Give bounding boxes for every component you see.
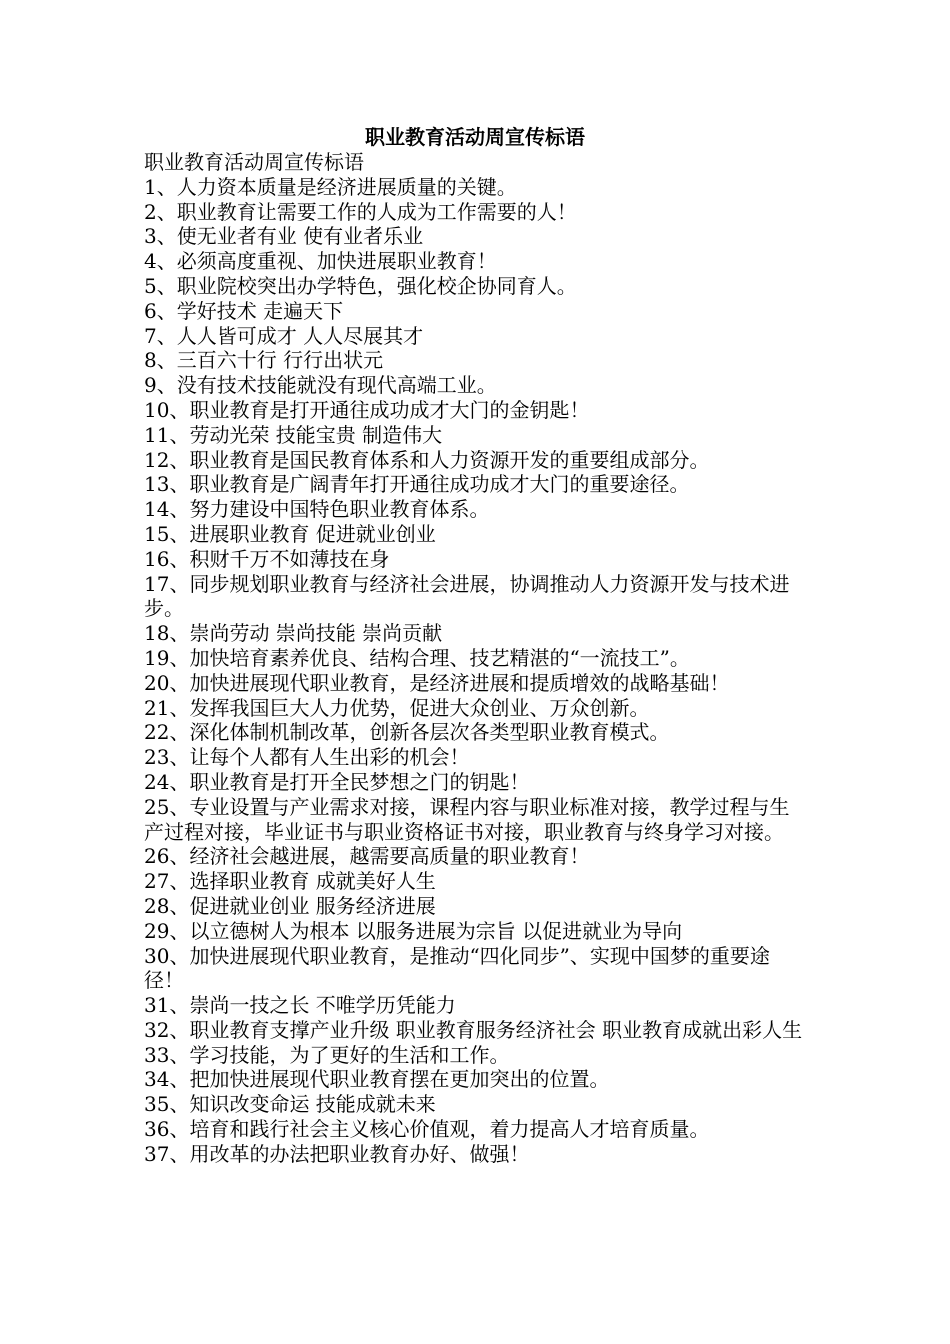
slogan-item: 9、没有技术技能就没有现代高端工业。 xyxy=(144,373,497,398)
slogan-item: 6、学好技术 走遍天下 xyxy=(144,298,344,323)
slogan-item: 12、职业教育是国民教育体系和人力资源开发的重要组成部分。 xyxy=(144,447,710,472)
slogan-item: 17、同步规划职业教育与经济社会进展，协调推动人力资源开发与技术进步。 xyxy=(144,571,790,621)
document-title: 职业教育活动周宣传标语 xyxy=(365,125,585,149)
slogan-item: 24、职业教育是打开全民梦想之门的钥匙！ xyxy=(144,769,530,794)
slogan-item: 8、三百六十行 行行出状元 xyxy=(144,348,384,373)
slogan-item: 37、用改革的办法把职业教育办好、做强！ xyxy=(144,1141,530,1166)
slogan-item: 26、经济社会越进展，越需要高质量的职业教育！ xyxy=(144,844,590,869)
slogan-item: 34、把加快进展现代职业教育摆在更加突出的位置。 xyxy=(144,1067,610,1092)
slogan-item: 15、进展职业教育 促进就业创业 xyxy=(144,521,436,546)
slogan-item: 36、培育和践行社会主义核心价值观，着力提高人才培育质量。 xyxy=(144,1117,710,1142)
slogan-item: 33、学习技能，为了更好的生活和工作。 xyxy=(144,1042,510,1067)
slogan-item: 4、必须高度重视、加快进展职业教育！ xyxy=(144,249,497,274)
slogan-item: 20、加快进展现代职业教育，是经济进展和提质增效的战略基础！ xyxy=(144,670,730,695)
slogan-item: 14、努力建设中国特色职业教育体系。 xyxy=(144,497,490,522)
slogan-item: 31、崇尚一技之长 不唯学历凭能力 xyxy=(144,993,456,1018)
slogan-item: 22、深化体制机制改革，创新各层次各类型职业教育模式。 xyxy=(144,720,670,745)
slogan-item: 11、劳动光荣 技能宝贵 制造伟大 xyxy=(144,422,443,447)
slogan-item: 10、职业教育是打开通往成功成才大门的金钥匙！ xyxy=(144,397,590,422)
slogan-item: 28、促进就业创业 服务经济进展 xyxy=(144,893,436,918)
document-subtitle: 职业教育活动周宣传标语 xyxy=(144,150,364,174)
slogan-item: 16、积财千万不如薄技在身 xyxy=(144,546,390,571)
slogan-item: 5、职业院校突出办学特色，强化校企协同育人。 xyxy=(144,273,577,298)
slogan-item: 35、知识改变命运 技能成就未来 xyxy=(144,1092,436,1117)
slogan-item: 25、专业设置与产业需求对接，课程内容与职业标准对接，教学过程与生产过程对接，毕业证书与职业资格证书对接，职业教育与终身学习对接。 xyxy=(144,794,790,844)
slogan-item: 30、加快进展现代职业教育，是推动“四化同步”、实现中国梦的重要途径！ xyxy=(144,943,770,993)
slogan-item: 3、使无业者有业 使有业者乐业 xyxy=(144,224,424,249)
slogan-item: 19、加快培育素养优良、结构合理、技艺精湛的“一流技工”。 xyxy=(144,645,690,670)
slogan-item: 29、以立德树人为根本 以服务进展为宗旨 以促进就业为导向 xyxy=(144,918,683,943)
slogan-item: 13、职业教育是广阔青年打开通往成功成才大门的重要途径。 xyxy=(144,472,690,497)
slogan-item: 27、选择职业教育 成就美好人生 xyxy=(144,869,436,894)
document-body xyxy=(144,150,806,1167)
slogan-item: 7、人人皆可成才 人人尽展其才 xyxy=(144,323,424,348)
slogan-item: 18、崇尚劳动 崇尚技能 崇尚贡献 xyxy=(144,621,443,646)
slogan-item: 21、发挥我国巨大人力优势，促进大众创业、万众创新。 xyxy=(144,695,650,720)
slogan-item: 2、职业教育让需要工作的人成为工作需要的人！ xyxy=(144,199,577,224)
slogan-item: 23、让每个人都有人生出彩的机会！ xyxy=(144,745,470,770)
slogan-item: 1、人力资本质量是经济进展质量的关键。 xyxy=(144,174,517,199)
slogan-item: 32、职业教育支撑产业升级 职业教育服务经济社会 职业教育成就出彩人生 xyxy=(144,1017,803,1042)
